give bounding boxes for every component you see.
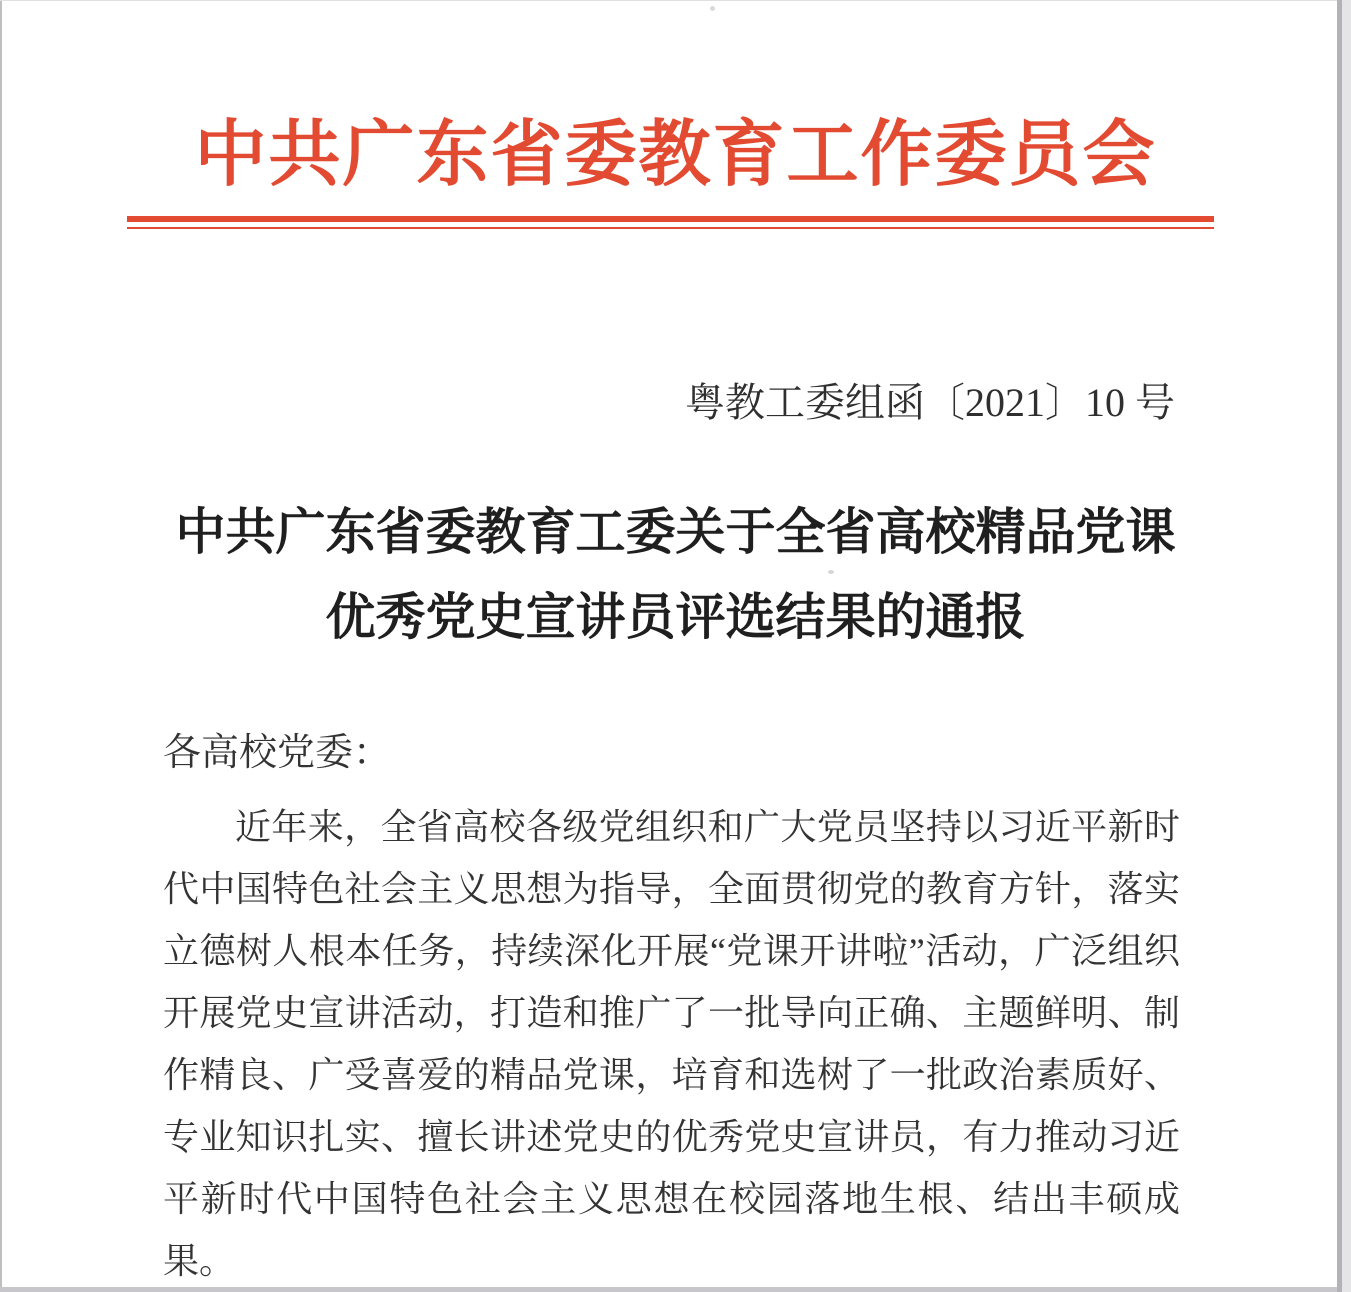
divider-thin-line (127, 227, 1214, 229)
document-title-line1: 中共广东省委教育工委关于全省高校精品党课 (175, 504, 1176, 560)
body-line: 开展党史宣讲活动，打造和推广了一批导向正确、主题鲜明、制 (163, 993, 1180, 1033)
scan-speck (828, 570, 834, 574)
body-paragraph (163, 796, 1180, 1292)
scan-edge-right-outer (1342, 0, 1351, 1292)
letterhead-title: 中共广东省委教育工作委员会 (194, 115, 1157, 195)
body-line: 作精良、广受喜爱的精品党课，培育和选树了一批政治素质好、 (163, 1055, 1180, 1095)
body-line: 立德树人根本任务，持续深化开展“党课开讲啦”活动，广泛组织 (163, 931, 1180, 971)
document-title-line2: 优秀党史宣讲员评选结果的通报 (325, 589, 1026, 645)
body-line: 代中国特色社会主义思想为指导，全面贯彻党的教育方针，落实 (163, 869, 1180, 909)
letterhead-divider (127, 216, 1214, 229)
scan-edge-top (0, 0, 1351, 1)
scan-edge-bottom (0, 1287, 1337, 1292)
scan-edge-left (0, 0, 2, 1292)
divider-thick-line (127, 216, 1214, 222)
body-line: 近年来，全省高校各级党组织和广大党员坚持以习近平新时 (235, 807, 1180, 847)
salutation: 各高校党委： (163, 732, 392, 774)
scan-speck (710, 6, 715, 11)
document-number: 粤教工委组函〔2021〕10 号 (685, 380, 1175, 425)
body-line: 果。 (163, 1241, 236, 1281)
body-line: 平新时代中国特色社会主义思想在校园落地生根、结出丰硕成 (163, 1179, 1180, 1219)
body-line: 专业知识扎实、擅长讲述党史的优秀党史宣讲员，有力推动习近 (163, 1117, 1180, 1157)
